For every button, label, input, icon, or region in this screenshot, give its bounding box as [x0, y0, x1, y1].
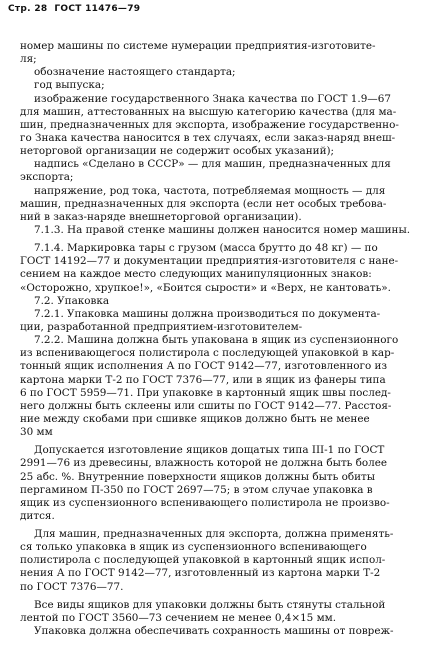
text-line: полистирола с последующей упаковкой в картонный ящик испол- — [20, 554, 386, 567]
text-line: 6 по ГОСТ 5959—71. При упаковке в картонный ящик швы послед- — [20, 386, 391, 399]
body-text — [20, 40, 411, 638]
text-line: «Осторожно, хрупкое!», «Боится сырости» и «Верх, не кантовать». — [20, 281, 391, 294]
text-line: картона марки Т-2 по ГОСТ 7376—77, или в ящик из фанеры типа — [20, 373, 386, 386]
text-line: дится. — [20, 509, 55, 522]
text-line: сением на каждое место следующих манипуляционных знаков: — [20, 268, 372, 281]
standard-number: ГОСТ 11476—79 — [54, 4, 141, 14]
text-line: машин, предназначенных для экспорта (если нет особых требова- — [20, 197, 387, 210]
text-line: ний в заказ-наряде внешнеторговой организации). — [20, 210, 302, 223]
text-line: тонный ящик исполнения А по ГОСТ 9142—77, изготовленного из — [20, 360, 388, 373]
text-line: 7.1.3. На правой стенке машины должен наносится номер машины. — [34, 223, 411, 236]
text-line: Для машин, предназначенных для экспорта, должна применять- — [34, 528, 394, 541]
text-line: нения А по ГОСТ 9142—77, изготовленный из картона марки Т-2 — [20, 567, 381, 580]
text-line: пергамином П-350 по ГОСТ 2697—75; в этом случае упаковка в — [20, 483, 373, 496]
text-line: напряжение, род тока, частота, потребляемая мощность — для — [34, 184, 386, 197]
text-line: ля; — [20, 53, 37, 66]
text-line: изображение государственного Знака качества по ГОСТ 1.9—67 — [34, 92, 391, 105]
text-line: ся только упаковка в ящик из суспензионного вспенивающего — [20, 541, 367, 554]
text-line: ГОСТ 14192—77 и документации предприятия-изготовителя с нане- — [20, 255, 399, 268]
text-line: ние между скобами при сшивке ящиков должно быть не менее — [20, 412, 370, 425]
text-line: 7.1.4. Маркировка тары с грузом (масса брутто до 48 кг) — по — [34, 242, 378, 255]
text-line: для машин, аттестованных на высшую категорию качества (для ма- — [20, 105, 397, 118]
text-line: год выпуска; — [34, 79, 105, 92]
page-number: Стр. 28 — [8, 4, 48, 14]
text-line: из вспенивающегося полистирола с последующей упаковкой в кар- — [20, 347, 395, 360]
text-line: ции, разработанной предприятием-изготовителем- — [20, 320, 303, 333]
text-line: 25 абс. %. Внутренние поверхности ящиков должны быть обиты — [20, 470, 376, 483]
text-line: обозначение настоящего стандарта; — [34, 66, 236, 79]
text-line: 7.2.1. Упаковка машины должна производиться по документа- — [34, 307, 381, 320]
text-line: 7.2.2. Машина должна быть упакована в ящик из суспензионного — [34, 334, 399, 347]
text-line: надпись «Сделано в СССР» — для машин, предназначенных для — [34, 158, 391, 171]
text-line: номер машины по системе нумерации предприятия-изготовите- — [20, 40, 376, 52]
text-line: неторговой организации не содержит особых указаний); — [20, 145, 335, 158]
text-line: по ГОСТ 7376—77. — [20, 580, 124, 593]
text-line: Все виды ящиков для упаковки должны быть стянуты стальной — [34, 598, 386, 611]
text-line: шин, предназначенных для экспорта, изображение государственно- — [20, 118, 399, 131]
text-line: лентой по ГОСТ 3560—73 сечением не менее 0,4×15 мм. — [20, 611, 337, 624]
text-line: 30 мм — [20, 426, 53, 439]
text-line: го Знака качества наносится в тех случаях, если заказ-наряд внеш- — [20, 131, 396, 144]
text-line: ящик из суспензионного вспенивающего полистирола не произво- — [20, 496, 390, 509]
text-line: него должны быть склеены или сшиты по ГОСТ 9142—77. Расстоя- — [20, 399, 392, 412]
text-line: Упаковка должна обеспечивать сохранность машины от повреж- — [34, 625, 394, 638]
text-line: Допускается изготовление ящиков дощатых типа III-1 по ГОСТ — [34, 444, 385, 457]
text-line: 2991—76 из древесины, влажность которой не должна быть более — [20, 457, 388, 470]
page-header — [8, 4, 140, 14]
section-heading: 7.2. Упаковка — [34, 294, 110, 307]
text-line: экспорта; — [20, 171, 74, 184]
